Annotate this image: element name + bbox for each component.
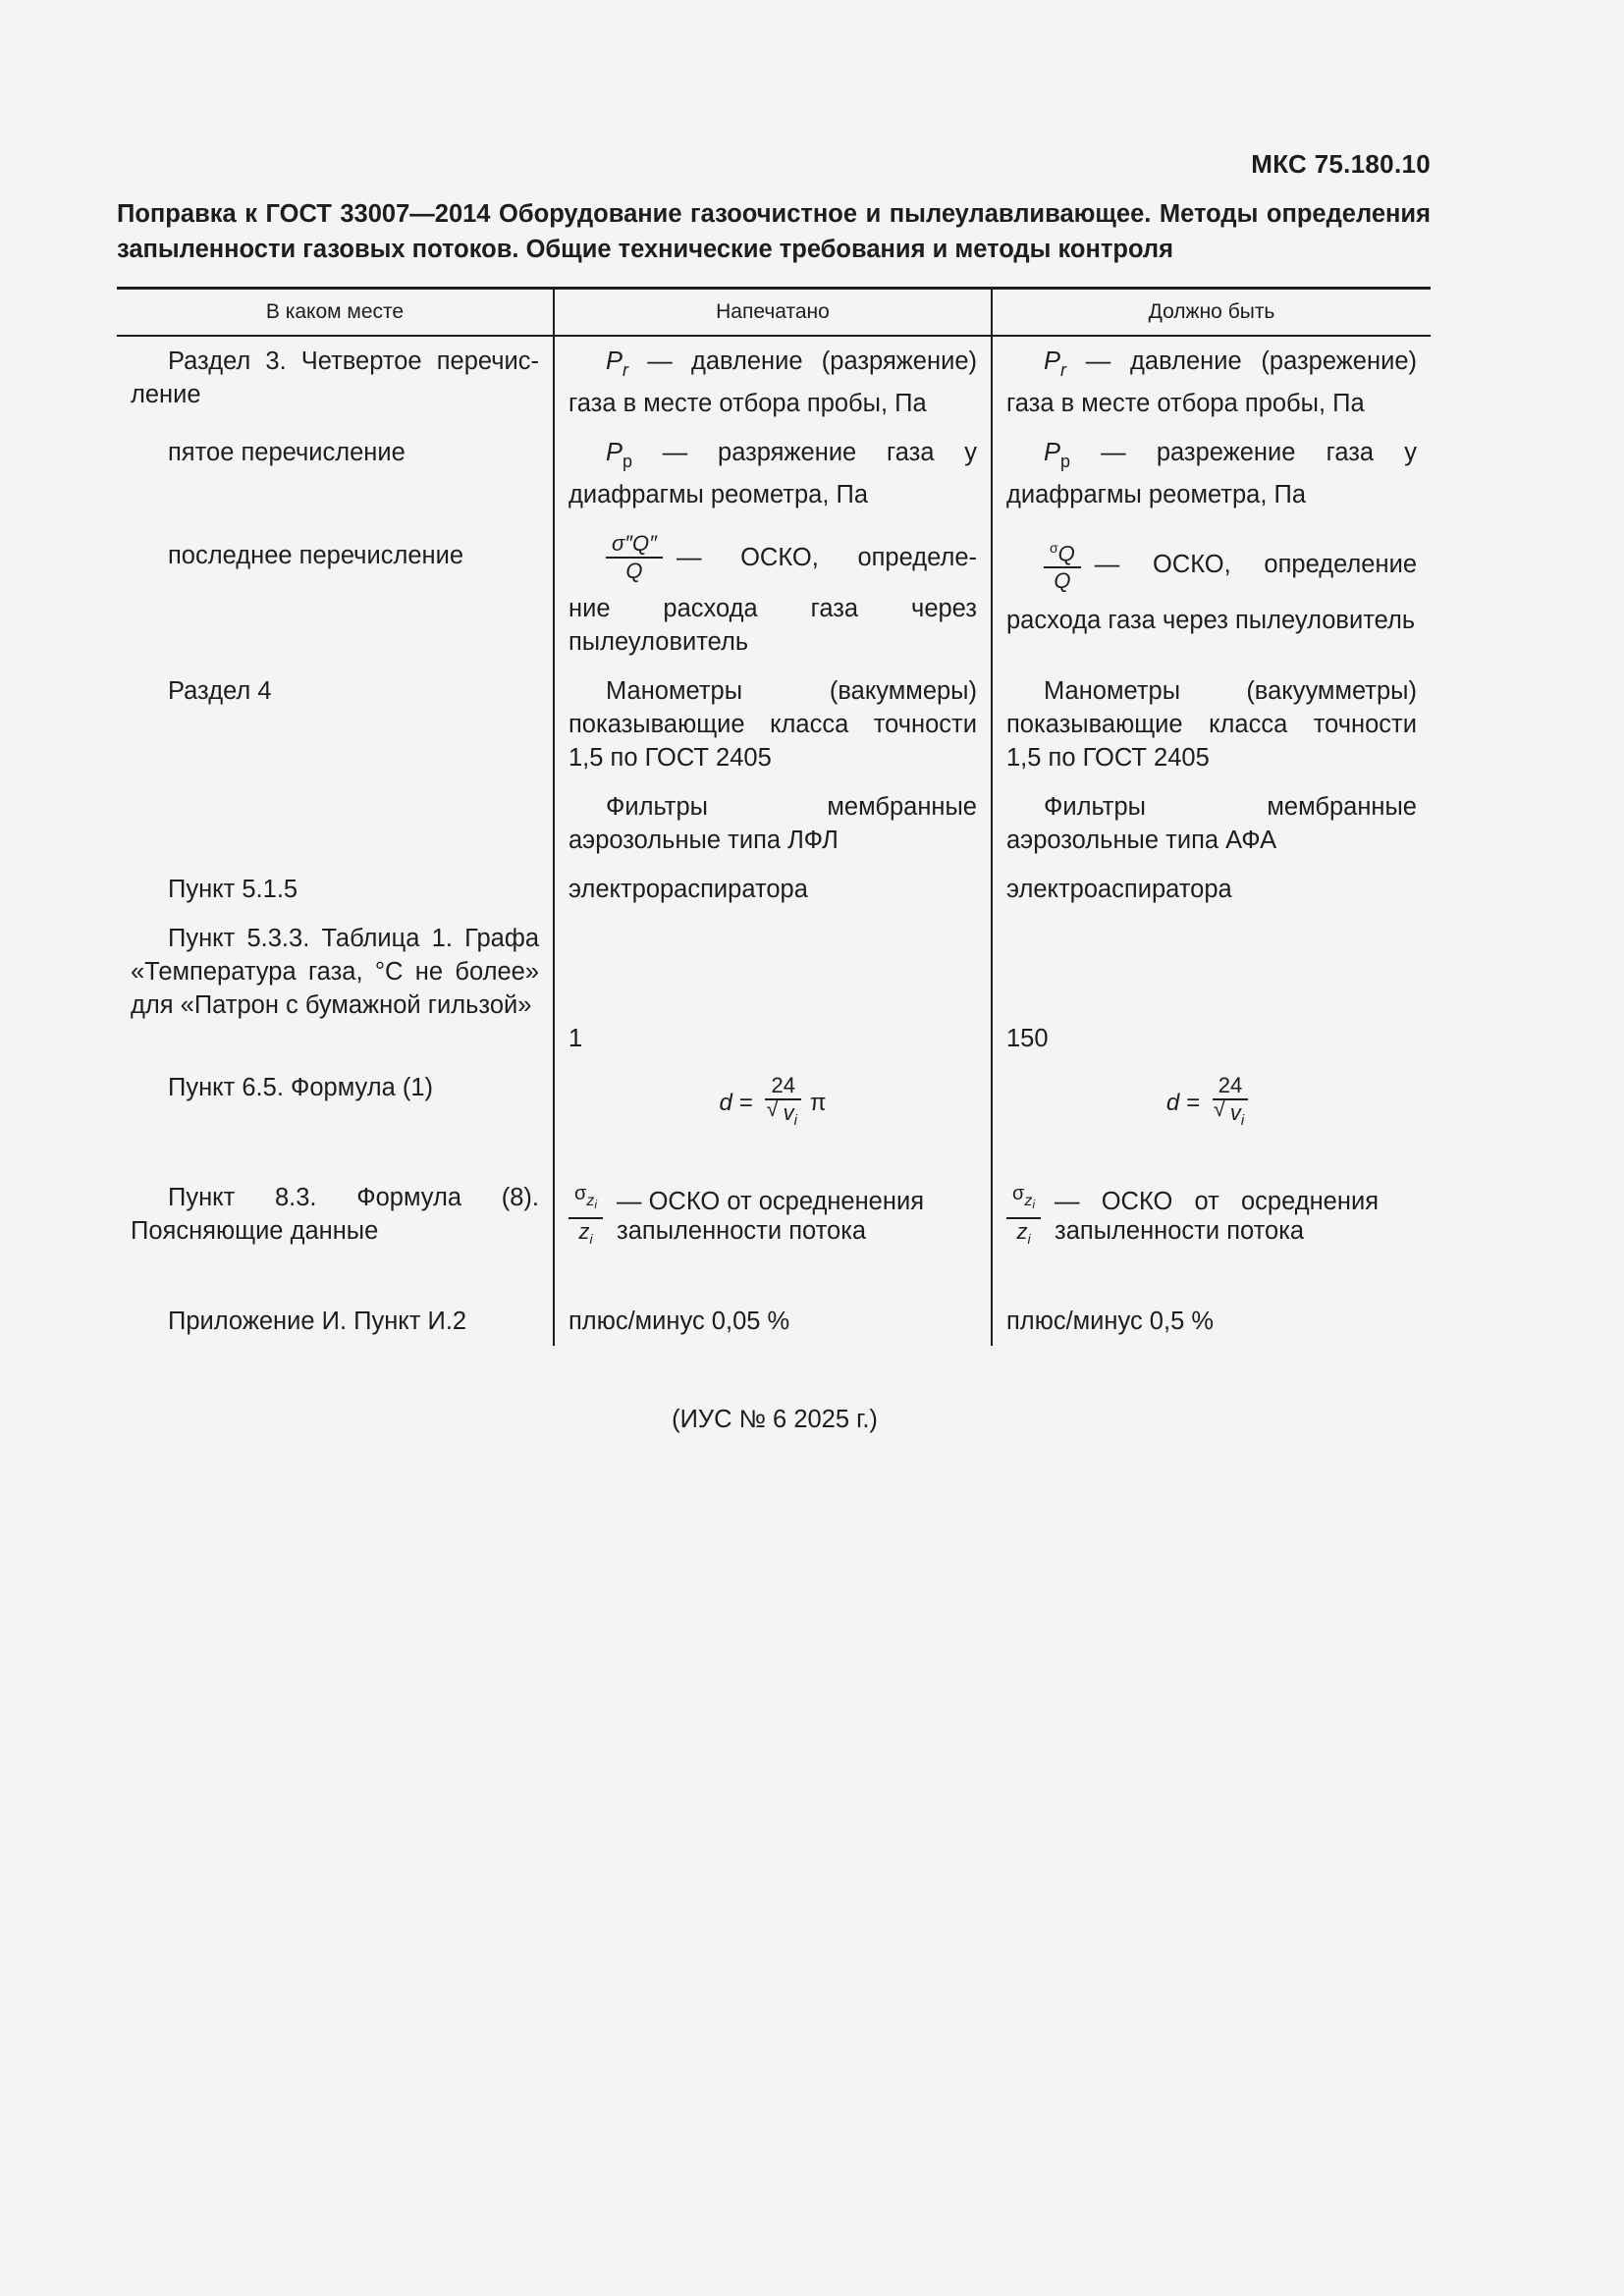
table-header-row: [117, 289, 1431, 337]
symbol-subscript: р: [1060, 452, 1071, 471]
table-row: [117, 914, 1431, 1063]
definition: — ОСКО, определение: [1094, 551, 1417, 579]
table-row: [117, 1173, 1431, 1297]
amendment-table: [117, 287, 1431, 1346]
cell-printed: [554, 667, 992, 865]
symbol-subscript: р: [623, 452, 633, 471]
table-row: [117, 428, 1431, 519]
printed-text: электрораспиратора: [568, 876, 808, 903]
correct-text: Манометры (вакуумметры) показывающие класса точности 1,5 по ГОСТ 2405: [1006, 677, 1417, 772]
fraction-denominator: Q: [1054, 568, 1071, 594]
table-row: [117, 336, 1431, 428]
correct-text: 150: [1006, 1025, 1049, 1052]
column-header-where: В каком месте: [117, 289, 554, 337]
printed-text: [568, 345, 977, 420]
cell-where: [117, 914, 554, 1063]
correct-text: электроаспиратора: [1006, 876, 1232, 903]
cell-correct: [992, 428, 1431, 519]
fraction: [1006, 1181, 1041, 1252]
fraction-line: [568, 527, 977, 584]
cell-where: [117, 1297, 554, 1346]
cell-correct: [992, 914, 1431, 1063]
cell-printed: [554, 336, 992, 428]
square-root: √ $v_i$: [1227, 1098, 1247, 1125]
cell-printed: [554, 914, 992, 1063]
symbol-subscript: r: [1060, 360, 1067, 380]
column-header-correct: Должно быть: [992, 289, 1431, 337]
cell-correct: [992, 667, 1431, 865]
table-row: [117, 1297, 1431, 1346]
where-text: пятое перечисление: [168, 439, 406, 466]
cell-printed: [554, 865, 992, 914]
printed-text: Фильтры мембранные аэрозольные типа ЛФЛ: [568, 793, 977, 854]
cell-where: [117, 519, 554, 667]
correct-text: [1006, 436, 1417, 511]
fraction: [606, 531, 663, 584]
formula-lhs: d =: [719, 1090, 753, 1116]
where-text: Раздел 4: [168, 677, 272, 705]
fraction-denominator: $z_i$: [1016, 1219, 1031, 1247]
cell-where: [117, 1063, 554, 1173]
fraction-numerator: σ″Q″: [606, 531, 663, 559]
where-text-continued: ление: [131, 381, 201, 408]
cell-where: [117, 865, 554, 914]
printed-text: плюс/минус 0,05 %: [568, 1308, 790, 1335]
correct-text: плюс/минус 0,5 %: [1006, 1308, 1215, 1335]
fraction-numerator: 24: [765, 1073, 800, 1100]
classification-code: МКС 75.180.10: [1251, 149, 1431, 179]
correct-text: [1006, 345, 1417, 420]
printed-text: 1: [568, 1025, 583, 1052]
cell-printed: [554, 428, 992, 519]
definition-continued: ние расхода газа через пылеуловитель: [568, 595, 977, 656]
symbol: P: [1044, 439, 1061, 466]
cell-correct: [992, 1173, 1431, 1297]
symbol: P: [606, 347, 623, 375]
printed-text: [568, 436, 977, 511]
definition-continued: расхода газа через пылеуловитель: [1006, 607, 1416, 635]
cell-correct: [992, 336, 1431, 428]
symbol: P: [606, 439, 623, 466]
table-row: [117, 1063, 1431, 1173]
cell-where: [117, 428, 554, 519]
formula-lhs: d =: [1165, 1090, 1200, 1116]
cell-printed: [554, 519, 992, 667]
where-text: Пункт 6.5. Формула (1): [168, 1074, 434, 1101]
cell-correct: [992, 865, 1431, 914]
definition: — давление (разрежение) газа в месте отбора пробы, Па: [1006, 347, 1417, 417]
symbol: P: [1044, 347, 1061, 375]
where-text: последнее перечисление: [168, 542, 464, 569]
fraction: [761, 1073, 806, 1134]
correct-text: Фильтры мембранные аэрозольные типа АФА: [1006, 793, 1417, 854]
ius-reference: (ИУС № 6 2025 г.): [672, 1406, 878, 1433]
fraction-numerator: $\sigma_{zi}$: [568, 1181, 603, 1219]
fraction-denominator: $z_i$: [578, 1219, 593, 1247]
fraction: [568, 1181, 603, 1252]
where-text: Приложение И. Пункт И.2: [168, 1308, 467, 1335]
definition: — ОСКО от осредненения запыленности потока: [617, 1188, 925, 1245]
fraction-numerator: 24: [1213, 1073, 1248, 1100]
cell-where: [117, 667, 554, 865]
table-row: [117, 519, 1431, 667]
cell-printed: [554, 1063, 992, 1173]
definition: — разрежение газа у диафрагмы реометра, Па: [1006, 439, 1417, 508]
fraction: [1044, 535, 1081, 594]
column-header-printed: Напечатано: [554, 289, 992, 337]
cell-where: [117, 1173, 554, 1297]
cell-correct: [992, 1063, 1431, 1173]
definition: — ОСКО, определе-: [676, 544, 977, 571]
where-text: Пункт 8.3. Формула (8). Поясняющие данные: [131, 1184, 539, 1245]
fraction-numerator: $\sigma_{zi}$: [1006, 1181, 1041, 1219]
fraction-numerator: $^\sigma$Q: [1044, 535, 1081, 568]
cell-printed: [554, 1297, 992, 1346]
definition: — разряжение газа у диафрагмы реометра, Па: [568, 439, 977, 508]
where-text: Пункт 5.1.5: [168, 876, 298, 903]
table-row: [117, 865, 1431, 914]
amendment-title: Поправка к ГОСТ 33007—2014 Оборудование газоочистное и пылеулавливающее. Методы определения запыленности газовых потоков. Общие технические требования и методы контроля: [117, 200, 1431, 263]
formula-pi: π: [809, 1090, 827, 1116]
definition: — давление (разряжение) газа в месте отбора пробы, Па: [568, 347, 977, 417]
cell-printed: [554, 1173, 992, 1297]
square-root: √ $v_i$: [781, 1098, 800, 1125]
cell-correct: [992, 519, 1431, 667]
definition: — ОСКО от осреднения запыленности потока: [1055, 1188, 1380, 1245]
table-row: [117, 667, 1431, 865]
fraction: [1208, 1073, 1253, 1134]
fraction-line: [1006, 1181, 1417, 1252]
fraction-line: [568, 1181, 977, 1252]
where-text: Пункт 5.3.3. Таблица 1. Графа «Температура газа, °С не более» для «Патрон с бумажной гильзой»: [131, 925, 539, 1019]
where-text: Раздел 3. Четвертое перечис-: [168, 347, 539, 375]
printed-text: Манометры (вакуммеры) показывающие класса точности 1,5 по ГОСТ 2405: [568, 677, 977, 772]
fraction-denominator: [1221, 1100, 1253, 1134]
cell-correct: [992, 1297, 1431, 1346]
cell-where: [117, 336, 554, 428]
formula-printed: [568, 1071, 977, 1134]
fraction-line: [1006, 527, 1417, 594]
formula-correct: [1006, 1071, 1417, 1134]
fraction-denominator: Q: [625, 559, 643, 583]
symbol-subscript: r: [623, 360, 629, 380]
fraction-denominator: [775, 1100, 806, 1134]
